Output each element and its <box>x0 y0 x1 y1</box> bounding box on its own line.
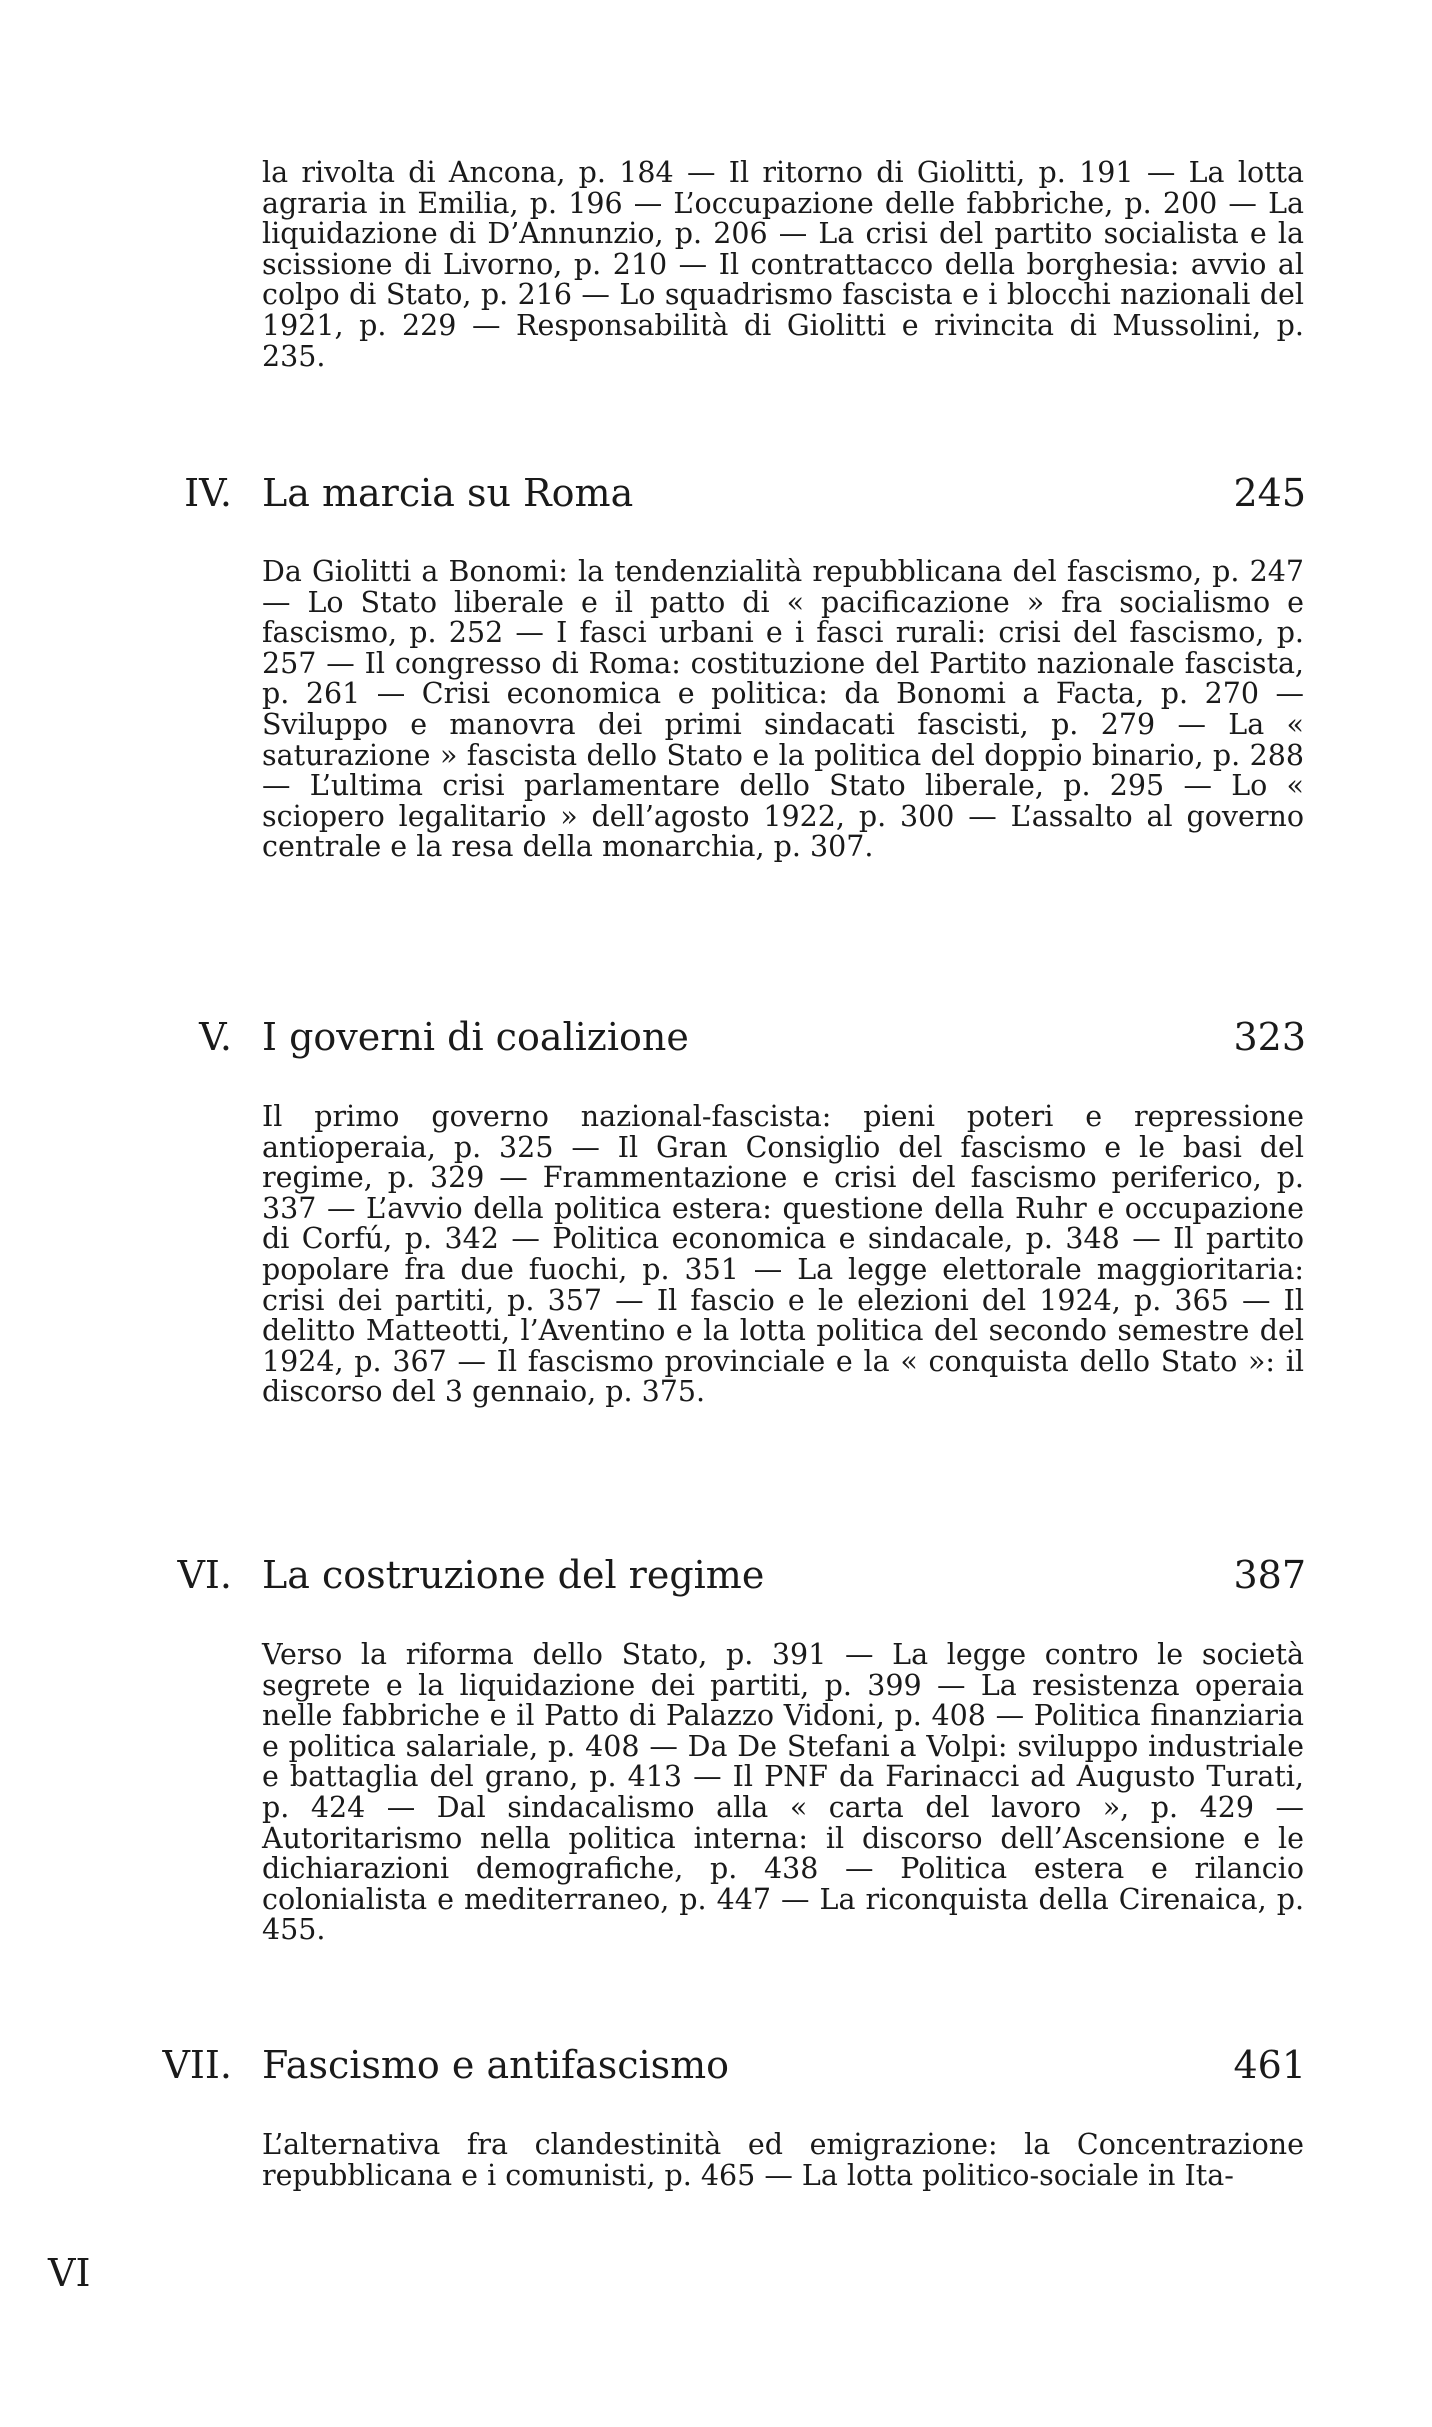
chapter-title: I governi di coalizione <box>262 1015 689 1059</box>
chapter-heading-vii <box>100 2040 1306 2090</box>
chapter-heading-iv <box>100 468 1306 518</box>
chapter-summary-vi: Verso la riforma dello Stato, p. 391 — La legge contro le società segrete e la liquidazione dei partiti, p. 399 — La resistenza operaia nelle fabbriche e il Patto di Palazzo Vidoni, p. 408 — Politica finanziaria e politica salariale, p. 408 — Da De Stefani a Volpi: sviluppo industriale e battaglia del grano, p. 413 — Il PNF da Farinacci ad Augusto Turati, p. 424 — Dal sindacalismo alla « carta del lavoro », p. 429 — Autoritarismo nella politica interna: il discorso dell’Ascensione e le dichiarazioni demografiche, p. 438 — Politica estera e rilancio colonialista e mediterraneo, p. 447 — La riconquista della Cirenaica, p. 455. <box>262 1638 1304 1947</box>
chapter-heading-v <box>100 1012 1306 1062</box>
chapter-page-number: 323 <box>1233 1015 1306 1059</box>
chapter-summary-iv: Da Giolitti a Bonomi: la tendenzialità repubblicana del fascismo, p. 247 — Lo Stato liberale e il patto di « pacificazione » fra socialismo e fascismo, p. 252 — I fasci urbani e i fasci rurali: crisi del fascismo, p. 257 — Il congresso di Roma: costituzione del Partito nazionale fascista, p. 261 — Crisi economica e politica: da Bonomi a Facta, p. 270 — Sviluppo e manovra dei primi sindacati fascisti, p. 279 — La « saturazione » fascista dello Stato e la politica del doppio binario, p. 288 — L’ultima crisi parlamentare dello Stato liberale, p. 295 — Lo « sciopero legalitario » dell’agosto 1922, p. 300 — L’assalto al governo centrale e la resa della monarchia, p. 307. <box>262 555 1304 864</box>
chapter-title: Fascismo e antifascismo <box>262 2043 730 2087</box>
chapter-numeral: IV. <box>184 471 232 515</box>
chapter-page-number: 461 <box>1233 2043 1306 2087</box>
chapter-page-number: 245 <box>1233 471 1306 515</box>
chapter-title: La marcia su Roma <box>262 471 634 515</box>
chapter-summary-v: Il primo governo nazional-fascista: pieni poteri e repressione antioperaia, p. 325 — Il Gran Consiglio del fascismo e le basi del regime, p. 329 — Frammentazione e crisi del fascismo periferico, p. 337 — L’avvio della politica estera: questione della Ruhr e occupazione di Corfú, p. 342 — Politica economica e sindacale, p. 348 — Il partito popolare fra due fuochi, p. 351 — La legge elettorale maggioritaria: crisi dei partiti, p. 357 — Il fascio e le elezioni del 1924, p. 365 — Il delitto Matteotti, l’Aventino e la lotta politica del secondo semestre del 1924, p. 367 — Il fascismo provinciale e la « conquista dello Stato »: il discorso del 3 gennaio, p. 375. <box>262 1100 1304 1409</box>
page-folio: VI <box>48 2251 91 2295</box>
chapter-summary-vii: L’alternativa fra clandestinità ed emigrazione: la Concentrazione repubblicana e i comunisti, p. 465 — La lotta politico-sociale in Ita- <box>262 2128 1304 2192</box>
chapter-heading-vi <box>100 1550 1306 1600</box>
chapter-numeral: VII. <box>162 2043 232 2087</box>
chapter-title: La costruzione del regime <box>262 1553 765 1597</box>
chapter-page-number: 387 <box>1233 1553 1306 1597</box>
chapter-numeral: VI. <box>177 1553 232 1597</box>
chapter-numeral: V. <box>199 1015 232 1059</box>
intro-paragraph: la rivolta di Ancona, p. 184 — Il ritorno di Giolitti, p. 191 — La lotta agraria in Emilia, p. 196 — L’occupazione delle fabbriche, p. 200 — La liquidazione di D’Annunzio, p. 206 — La crisi del partito socialista e la scissione di Livorno, p. 210 — Il contrattacco della borghesia: avvio al colpo di Stato, p. 216 — Lo squadrismo fascista e i blocchi nazionali del 1921, p. 229 — Responsabilità di Giolitti e rivincita di Mussolini, p. 235. <box>262 156 1304 373</box>
